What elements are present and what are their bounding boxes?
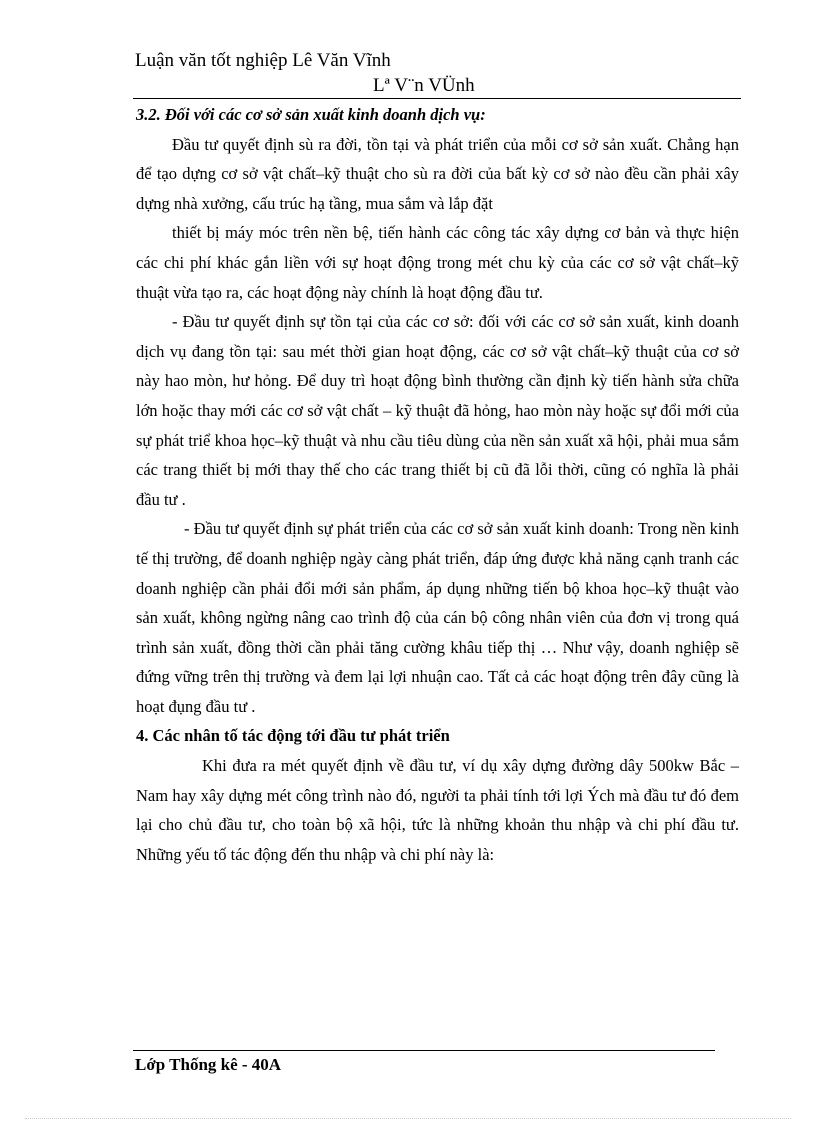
- paragraph-investment-existence: - Đầu tư quyết định sự tồn tại của các cơ sở: đối với các cơ sở sản xuất, kinh doanh dịch vụ đang tồn tại: sau mét thời gian hoạt động, các cơ sở vật chất–kỹ thuật của cơ sở này hao mòn, hư hỏng. Để duy trì hoạt động bình thường cần định kỳ tiến hành sửa chữa lớn hoặc thay mới các cơ sở vật chất – kỹ thuật đã hỏng, hao mòn này hoặc sự đổi mới của sự phát triể khoa học–kỹ thuật và nhu cầu tiêu dùng của nền sản xuất xã hội, phải mua sắm các trang thiết bị mới thay thế cho các trang thiết bị cũ đã lỗi thời, cũng có nghĩa là phải đầu tư .: [136, 312, 739, 509]
- running-header-author-legacy-encoding: Lª V¨n VÜnh: [373, 75, 475, 96]
- page-bottom-dotted-border: [25, 1118, 791, 1119]
- paragraph-investment-creation: Đầu tư quyết định sù ra đời, tồn tại và phát triển của mỗi cơ sở sản xuất. Chẳng hạn để tạo dựng cơ sở vật chất–kỹ thuật cho sù ra đời của bất kỳ cơ sở nào đều cần phải xây dựng nhà xưởng, cấu trúc hạ tầng, mua sắm và lắp đặt: [136, 134, 739, 213]
- paragraph-investment-infrastructure: thiết bị máy móc trên nền bệ, tiến hành các công tác xây dựng cơ bản và thực hiện các chi phí khác gắn liền với sự hoạt động trong mét chu kỳ của các cơ sở vật chất–kỹ thuật vừa tạo ra, các hoạt động này chính là hoạt động đầu tư.: [136, 223, 739, 302]
- header-divider: [133, 98, 741, 99]
- paragraph-investment-factors: Khi đưa ra mét quyết định về đầu tư, ví dụ xây dựng đường dây 500kw Bắc – Nam hay xây dựng mét công trình nào đó, người ta phải tính tới lợi Ých mà đầu tư đó đem lại cho chủ đầu tư, cho toàn bộ xã hội, tức là những khoản thu nhập và chi phí đầu tư. Những yếu tố tác động đến thu nhập và chi phí này là:: [136, 756, 739, 864]
- footer-class-label: Lớp Thống kê - 40A: [135, 1055, 282, 1074]
- footer-divider: [133, 1050, 715, 1051]
- document-body: [136, 100, 739, 869]
- section-4-heading: 4. Các nhân tố tác động tới đầu tư phát triển: [136, 726, 450, 746]
- running-header-author: Luận văn tốt nghiệp Lê Văn Vĩnh: [135, 50, 391, 71]
- paragraph-investment-development: - Đầu tư quyết định sự phát triển của các cơ sở sản xuất kinh doanh: Trong nền kinh tế thị trường, để doanh nghiệp ngày càng phát triển, đáp ứng được khả năng cạnh tranh các doanh nghiệp cần phải đổi mới sản phẩm, áp dụng những tiến bộ khoa học–kỹ thuật vào sản xuất, không ngừng nâng cao trình độ của cán bộ công nhân viên của đơn vị trong quá trình sản xuất, đồng thời cần phải tăng cường khâu tiếp thị … Như vậy, doanh nghiệp sẽ đứng vững trên thị trường và đem lại lợi nhuận cao. Tất cả các hoạt động trên đây cũng là hoạt đụng đầu tư .: [136, 519, 739, 716]
- section-3-2-heading: 3.2. Đối với các cơ sở sản xuất kinh doanh dịch vụ:: [136, 105, 486, 124]
